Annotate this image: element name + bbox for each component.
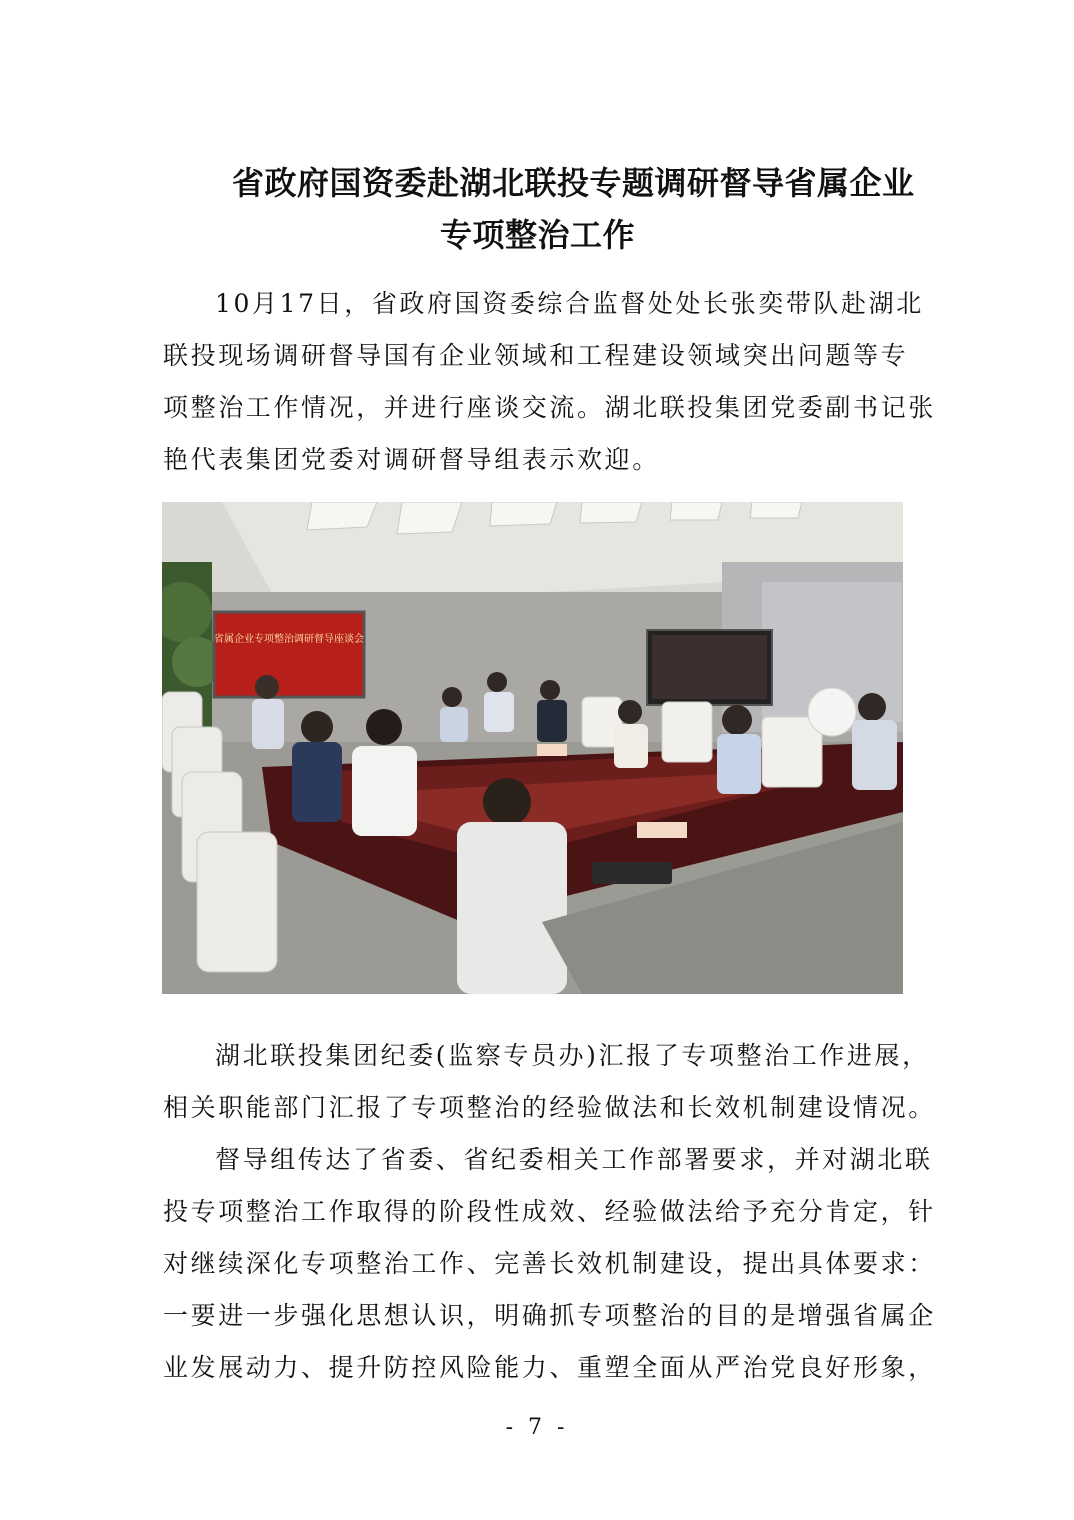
paragraph-intro xyxy=(163,278,936,486)
paragraph-line: 业发展动力、提升防控风险能力、重塑全面从严治党良好形象， xyxy=(163,1353,936,1382)
page-number: - 7 - xyxy=(505,1415,569,1440)
paragraph-guidance xyxy=(163,1134,936,1394)
paragraph-line: 督导组传达了省委、省纪委相关工作部署要求，并对湖北联 xyxy=(215,1145,933,1174)
paragraph-line: 湖北联投集团纪委(监察专员办)汇报了专项整治工作进展， xyxy=(215,1041,930,1070)
document-title-line-2: 专项整治工作 xyxy=(440,216,636,254)
meeting-photo xyxy=(162,502,903,994)
paragraph-line: 一要进一步强化思想认识，明确抓专项整治的目的是增强省属企 xyxy=(163,1301,936,1330)
paragraph-line: 对继续深化专项整治工作、完善长效机制建设，提出具体要求： xyxy=(163,1249,936,1278)
document-title-line-1: 省政府国资委赴湖北联投专题调研督导省属企业 xyxy=(232,164,915,202)
paragraph-line: 相关职能部门汇报了专项整治的经验做法和长效机制建设情况。 xyxy=(163,1093,936,1122)
paragraph-line: 项整治工作情况，并进行座谈交流。湖北联投集团党委副书记张 xyxy=(163,393,936,422)
paragraph-line: 联投现场调研督导国有企业领域和工程建设领域突出问题等专 xyxy=(163,341,909,370)
paragraph-line: 10月17日，省政府国资委综合监督处处长张奕带队赴湖北 xyxy=(215,289,924,318)
paragraph-line: 艳代表集团党委对调研督导组表示欢迎。 xyxy=(163,445,660,474)
paragraph-line: 投专项整治工作取得的阶段性成效、经验做法给予充分肯定，针 xyxy=(163,1197,936,1226)
paragraph-report xyxy=(163,1030,936,1134)
screen-text: 省属企业专项整治调研督导座谈会 xyxy=(214,634,364,645)
